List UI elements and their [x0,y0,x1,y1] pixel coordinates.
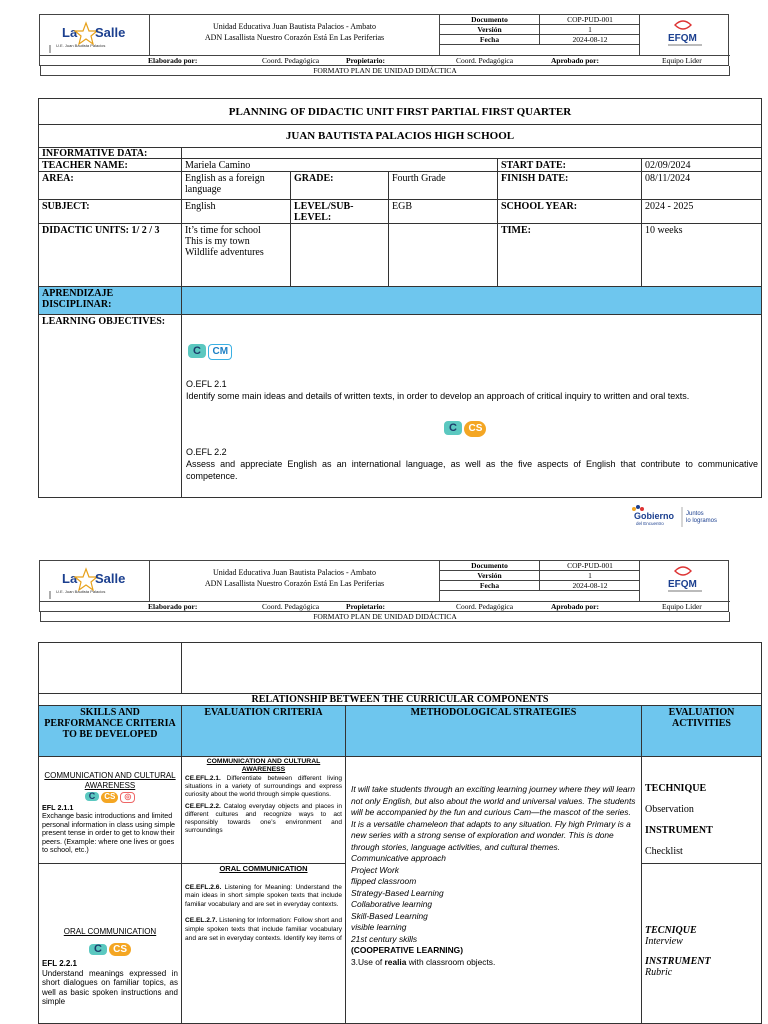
method-item: Communicative approach [351,853,446,863]
ce26 [185,884,342,910]
curricular-heading: RELATIONSHIP BETWEEN THE CURRICULAR COMPONENTS [38,693,762,706]
method-intro: It will take students through an exciting learning journey where they will learn not only English, but also about the world and universal values. The students will be accompanied by the fun and curious Cam—the mascot of the series. It is a versatile chameleon that adapts to any situation. Fly high Primary is a new series with a strong sense of exploration and wonder. This is done through stories, language activities, and cultural themes. [351,784,636,852]
top-empty-right [181,642,762,694]
didactic-units-list [181,223,291,287]
realia-pre: 3.Use of [351,956,385,967]
gobierno-logo [626,503,730,531]
finish-date-value: 08/11/2024 [641,171,762,200]
form-title: FORMATO PLAN DE UNIDAD DIDÁCTICA [40,66,730,76]
aprendizaje-label: APRENDIZAJE DISCIPLINAR: [38,286,182,315]
method-item: Skill-Based Learning [351,910,428,921]
method-item: visible learning [351,922,407,932]
subject-value: English [181,199,291,224]
efqm-text: EFQM [668,33,697,44]
ce212-text: Catalog everyday objects and places in different cultures and recognize ways to act responsibly towards one’s environment and surroundings [185,803,342,834]
svg-text:La: La [62,571,78,586]
version-label: Versión [440,571,540,581]
objective-chips-2 [444,421,486,437]
start-date-label: START DATE: [497,158,642,172]
methodological-cell [345,756,642,1024]
document-meta [440,15,640,55]
c-chip: C [89,944,107,956]
comm-chips [42,792,178,803]
teacher-label: TEACHER NAME: [38,158,182,172]
c-chip: C [85,792,100,801]
doc-label: Documento [440,15,540,25]
institution-line-2: ADN Lasallista Nuestro Corazón Está En Las Periferias [204,33,385,42]
date-value: 2024-08-12 [572,581,608,590]
technique-label: TECHNIQUE [645,783,707,794]
svg-text:La: La [62,25,78,40]
prepared-by-value: Coord. Pedagógica [262,56,320,65]
objective-2-code: O.EFL 2.2 [186,447,227,457]
institution-name [150,15,440,55]
area-label: AREA: [38,171,182,200]
school-year-value: 2024 - 2025 [641,199,762,224]
gobierno-name: Gobierno [634,511,674,521]
teacher-value: Mariela Camino [181,158,498,172]
didactic-units-label: DIDACTIC UNITS: 1/ 2 / 3 [38,223,182,287]
skills-communication-cell [38,756,182,864]
svg-text:Salle: Salle [95,25,126,40]
realia-post: with classroom objects. [406,956,496,967]
approved-by-label: Aprobado por: [551,56,599,65]
objective-2-text: Assess and appreciate English as an international language, as well as the five aspects of English that contribute to communicative competence. [186,459,758,481]
unit-2: This is my town [185,236,250,247]
method-item: Strategy-Based Learning [351,887,444,898]
technique-value: Observation [645,804,694,815]
top-empty-left [38,642,182,694]
tecnique-value: Interview [645,936,683,947]
efl211-text: Exchange basic introductions and limited personal information in class using simple present tense in order to get to know their peers. (Example: where one lives or goes to school, etc.) [42,811,176,854]
c-chip: C [188,344,206,358]
version-label: Versión [440,25,540,35]
col-methodological: METHODOLOGICAL STRATEGIES [345,705,642,757]
doc-value: COP-PUD-001 [567,561,613,570]
skills-oral-cell [38,863,182,1024]
ce212-code: CE.EFL.2.2. [185,803,221,810]
tecnique-label: TECNIQUE [645,925,697,936]
owner-value: Coord. Pedagógica [456,602,514,611]
school-name: JUAN BAUTISTA PALACIOS HIGH SCHOOL [38,124,762,148]
version-value: 1 [588,571,592,580]
realia-line [351,957,637,969]
grade-value: Fourth Grade [388,171,498,200]
criteria-communication-cell [181,756,346,864]
date-label: Fecha [440,35,540,45]
form-title: FORMATO PLAN DE UNIDAD DIDÁCTICA [40,612,730,622]
method-item: Project Work [351,864,399,875]
ce-comm-title: COMMUNICATION AND CULTURAL AWARENESS [206,758,321,773]
time-value: 10 weeks [641,223,762,287]
logo-subtext: U.E. Juan Bautista Palacios [56,43,106,48]
lasalle-logo [40,15,150,55]
aprendizaje-value [181,286,762,315]
instrument2-value: Rubric [645,967,673,978]
objectives-label: LEARNING OBJECTIVES: [38,314,182,498]
approved-by-label: Aprobado por: [551,602,599,611]
logo-subtext: U.E. Juan Bautista Palacios [56,589,106,594]
time-label: TIME: [497,223,642,287]
document-meta [440,561,640,601]
unit-3: Wildlife adventures [185,247,264,258]
oral-title: ORAL COMMUNICATION [63,927,157,936]
ce211-text: Differentiate between different living situations in a variety of surroundings and express curiosity about the world through simple questions. [185,775,342,798]
ce26-code: CE.EFL.2.6. [185,883,222,891]
institution-line-1: Unidad Educativa Juan Bautista Palacios - Ambato [212,568,377,577]
c-chip: C [444,421,462,435]
cs-chip: CS [109,943,131,957]
doc-value: COP-PUD-001 [567,15,613,24]
plan-title: PLANNING OF DIDACTIC UNIT FIRST PARTIAL FIRST QUARTER [38,98,762,125]
svg-text:Salle: Salle [95,571,126,586]
units-empty-2 [388,223,498,287]
objective-chips-1 [188,344,232,360]
level-value: EGB [388,199,498,224]
gobierno-sub: del Encuentro [636,521,664,526]
objective-1-text: Identify some main ideas and details of written texts, in order to develop an approach of critical inquiry to written and oral texts. [186,391,690,401]
prepared-by-value: Coord. Pedagógica [262,602,320,611]
method-item: Collaborative learning [351,899,433,909]
institution-name [150,561,440,601]
objective-1-code: O.EFL 2.1 [186,379,227,389]
instrument-value: Checklist [645,846,683,857]
method-item: flipped classroom [351,876,417,886]
coop-learning: (COOPERATIVE LEARNING) [351,945,463,955]
ce-oral-title: ORAL COMMUNICATION [219,864,308,873]
institution-line-2: ADN Lasallista Nuestro Corazón Está En Las Periferias [204,579,385,588]
ce211-code: CE.EFL.2.1. [185,775,221,782]
cs-chip: CS [464,421,486,437]
owner-value: Coord. Pedagógica [456,56,514,65]
finish-date-label: FINISH DATE: [497,171,642,200]
owner-label: Propietario: [346,602,386,611]
school-year-label: SCHOOL YEAR: [497,199,642,224]
start-date-value: 02/09/2024 [641,158,762,172]
method-list [351,853,637,945]
realia-word: realia [384,956,407,967]
prepared-by-label: Elaborado por: [148,602,198,611]
date-label: Fecha [440,581,540,591]
ce211 [185,775,342,799]
subject-label: SUBJECT: [38,199,182,224]
efl221-text: Understand meanings expressed in short dialogues on familiar topics, as well as basic spoken instructions and simple [42,968,178,1006]
evaluation-activities-1 [641,756,762,864]
unit-1: It’s time for school [185,225,261,236]
lasalle-logo [40,561,150,601]
comm-title: COMMUNICATION AND CULTURAL AWARENESS [44,771,176,790]
units-empty-1 [290,223,389,287]
grade-label: GRADE: [290,171,389,200]
prepared-by-label: Elaborado por: [148,56,198,65]
level-label: LEVEL/SUB-LEVEL: [290,199,389,224]
approved-by-value: Equipo Líder [662,56,702,65]
efl211-code: EFL 2.1.1 [42,802,74,812]
document-header-page-2 [39,560,729,621]
col-evaluation-activities: EVALUATION ACTIVITIES [641,705,762,757]
efl221-code: EFL 2.2.1 [42,959,77,968]
version-value: 1 [588,25,592,34]
target-icon: ◎ [120,792,135,803]
ce27 [185,917,342,943]
informative-data-label: INFORMATIVE DATA: [38,147,182,159]
ce27-text: Listening for Information: Follow short and simple spoken texts that include familiar vocabulary and are set in everyday contexts. Identify key items of [185,917,342,942]
doc-label: Documento [440,561,540,571]
date-value: 2024-08-12 [572,35,608,44]
ce26-text: Listening for Meaning: Understand the main ideas in short simple spoken texts that include familiar vocabulary and are set in everyday contexts. [185,883,342,908]
oral-chips [42,943,178,957]
efqm-logo [640,561,730,601]
gobierno-slogan-2: lo logramos [686,518,718,524]
cm-chip: CM [208,344,232,360]
area-value: English as a foreign language [181,171,291,200]
objectives-content [181,314,762,498]
evaluation-activities-2 [641,863,762,1024]
efqm-logo [640,15,730,55]
document-header [39,14,729,75]
instrument-label: INSTRUMENT [645,825,713,836]
instrument2-label: INSTRUMENT [645,956,711,967]
criteria-oral-cell [181,863,346,1024]
method-item: 21st century skills [351,933,418,944]
col-skills: SKILLS AND PERFORMANCE CRITERIA TO BE DEVELOPED [38,705,182,757]
institution-line-1: Unidad Educativa Juan Bautista Palacios - Ambato [212,22,377,31]
ce212 [185,803,342,835]
ce27-code: CE.EL.2.7. [185,917,218,925]
owner-label: Propietario: [346,56,386,65]
gobierno-slogan-1: Juntos [686,511,704,517]
approved-by-value: Equipo Líder [662,602,702,611]
efqm-text: EFQM [668,579,697,590]
col-evaluation-criteria: EVALUATION CRITERIA [181,705,346,757]
cs-chip: CS [101,792,118,803]
